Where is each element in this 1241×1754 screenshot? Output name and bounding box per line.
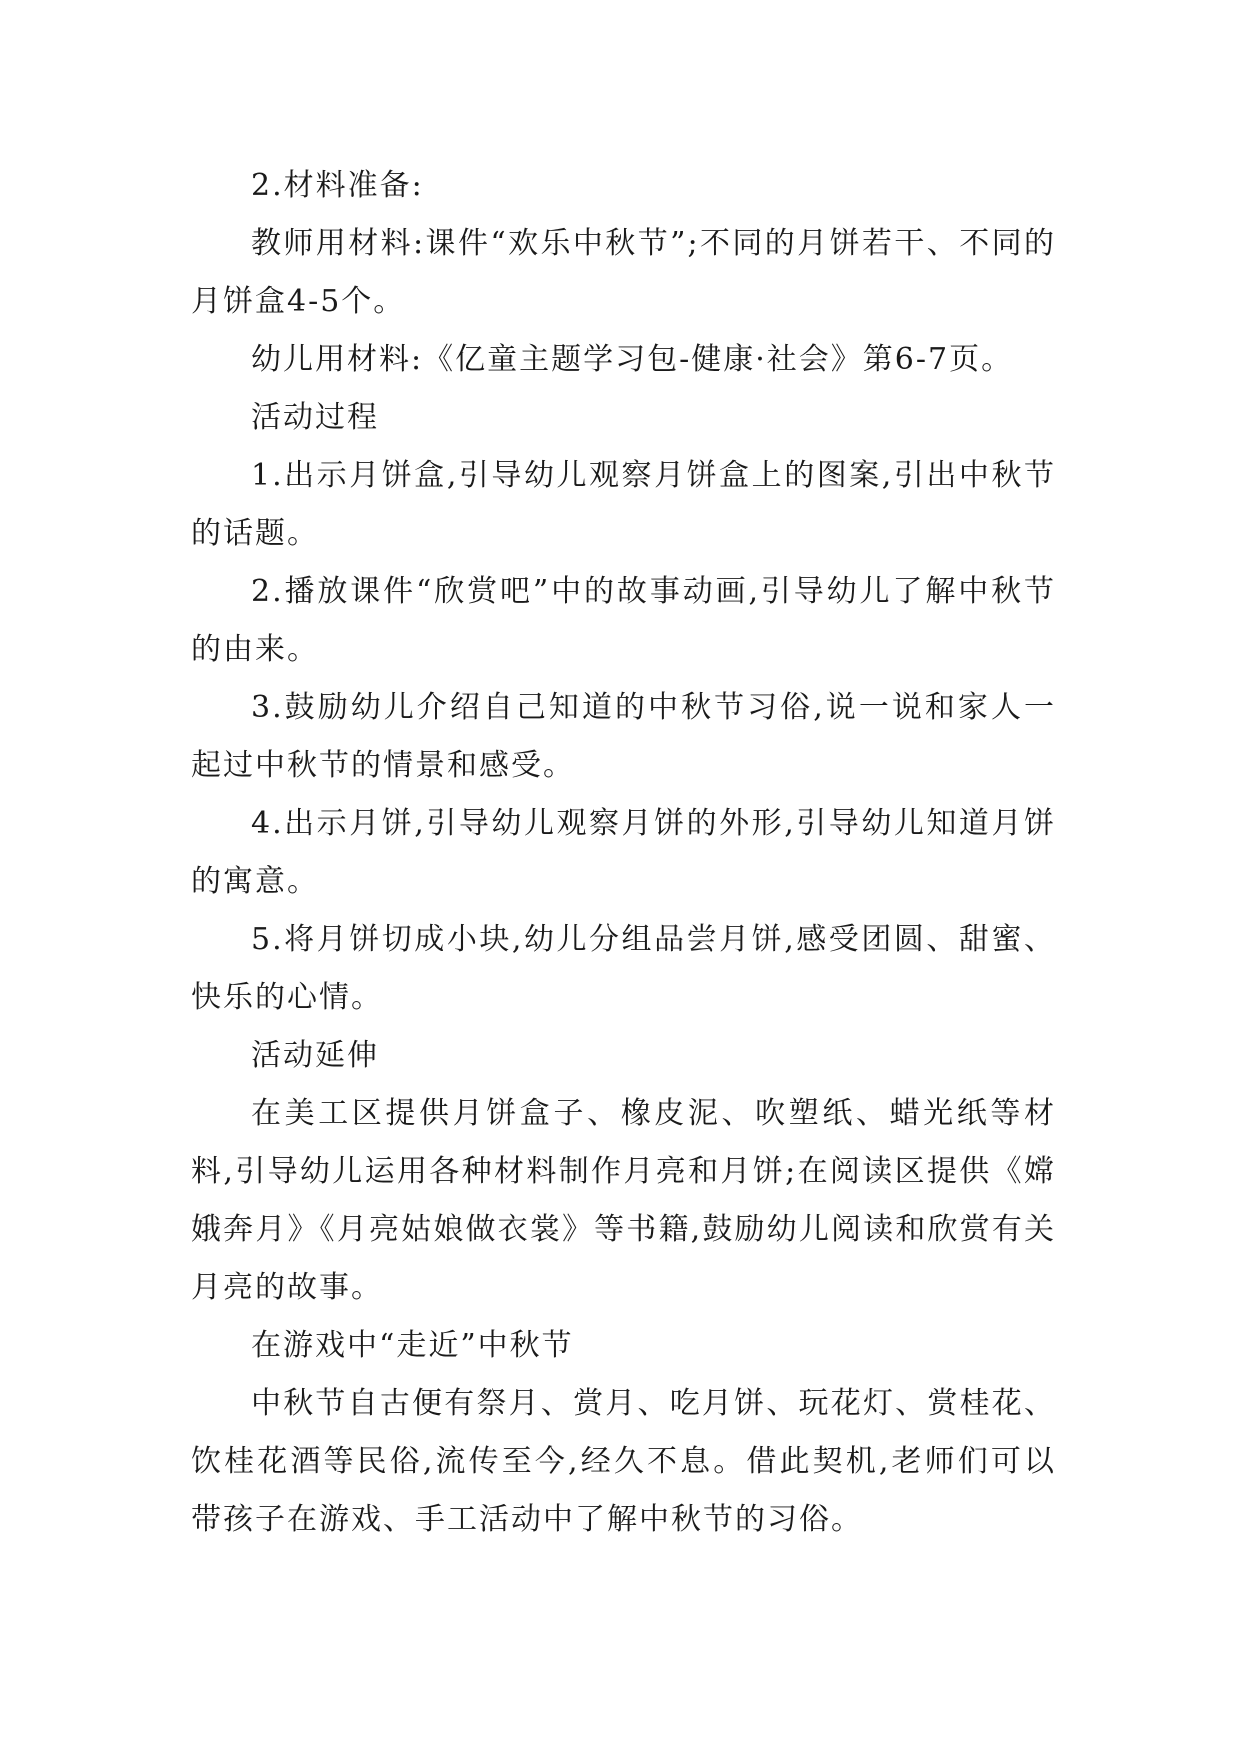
section-heading-extension: 活动延伸 [251, 1038, 379, 1073]
paragraph-teacher-materials: 教师用材料:课件“欢乐中秋节”;不同的月饼若干、不同的月饼盒4-5个。 [191, 226, 1056, 319]
paragraph-extension: 在美工区提供月饼盒子、橡皮泥、吹塑纸、蜡光纸等材料,引导幼儿运用各种材料制作月亮和月饼;在阅读区提供《嫦娥奔月》《月亮姑娘做衣裳》等书籍,鼓励幼儿阅读和欣赏有关月亮的故事。 [191, 1096, 1056, 1305]
paragraph-child-materials: 幼儿用材料:《亿童主题学习包-健康·社会》第6-7页。 [251, 342, 1014, 377]
paragraph-step-1: 1.出示月饼盒,引导幼儿观察月饼盒上的图案,引出中秋节的话题。 [191, 458, 1056, 551]
paragraph-step-2: 2.播放课件“欣赏吧”中的故事动画,引导幼儿了解中秋节的由来。 [191, 574, 1056, 667]
paragraph-step-5: 5.将月饼切成小块,幼儿分组品尝月饼,感受团圆、甜蜜、快乐的心情。 [191, 922, 1056, 1015]
paragraph-materials-heading: 2.材料准备: [251, 168, 424, 203]
section-heading-process: 活动过程 [251, 400, 379, 435]
paragraph-step-4: 4.出示月饼,引导幼儿观察月饼的外形,引导幼儿知道月饼的寓意。 [191, 806, 1056, 899]
section-heading-game: 在游戏中“走近”中秋节 [251, 1328, 574, 1363]
document-body [191, 157, 1056, 1549]
paragraph-game: 中秋节自古便有祭月、赏月、吃月饼、玩花灯、赏桂花、饮桂花酒等民俗,流传至今,经久不息。借此契机,老师们可以带孩子在游戏、手工活动中了解中秋节的习俗。 [191, 1386, 1056, 1537]
paragraph-step-3: 3.鼓励幼儿介绍自己知道的中秋节习俗,说一说和家人一起过中秋节的情景和感受。 [191, 690, 1056, 783]
